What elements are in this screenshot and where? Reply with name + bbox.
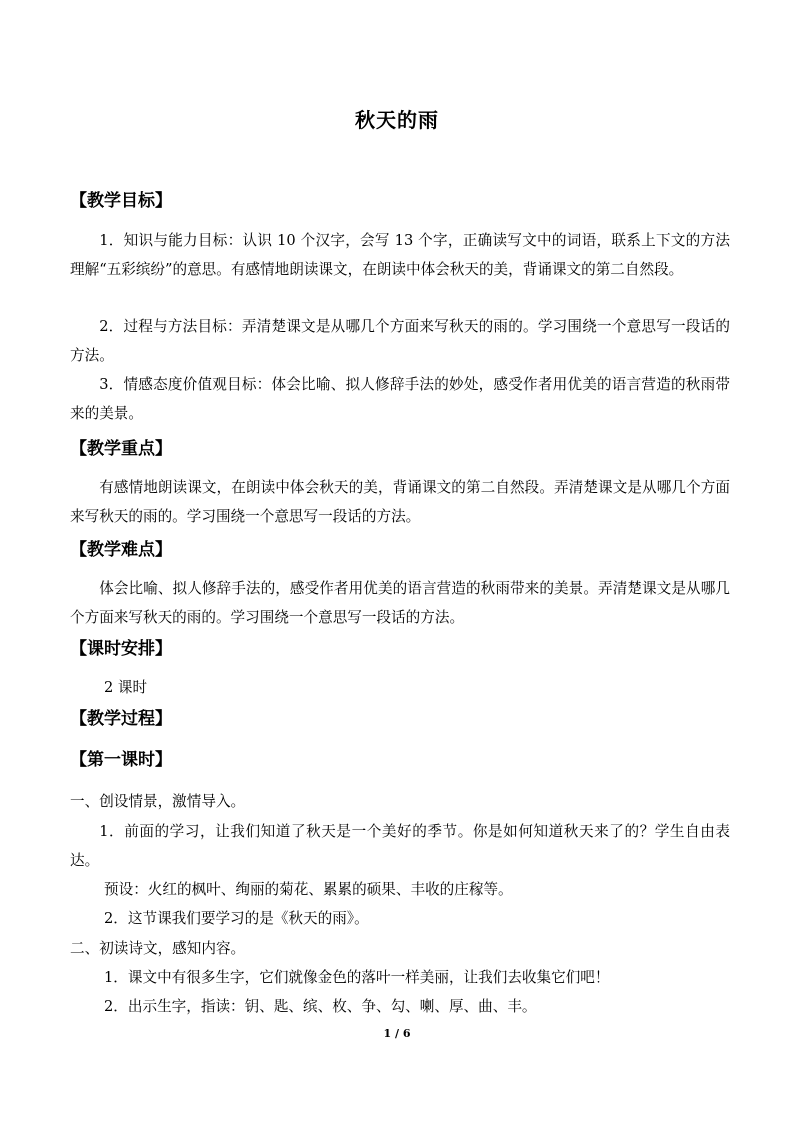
difficulties-text: 体会比喻、拟人修辞手法的，感受作者用优美的语言营造的秋雨带来的美景。弄清楚课文是从哪几个方面来写秋天的雨的。学习围绕一个意思写一段话的方法。	[70, 580, 730, 626]
page-number: 1 / 6	[383, 1027, 411, 1040]
step2-item1: 1．课文中有很多生字，它们就像金色的落叶一样美丽，让我们去收集它们吧！	[104, 969, 610, 986]
process-heading: 【教学过程】	[70, 709, 172, 729]
step1-title: 一、创设情景，激情导入。	[70, 793, 246, 810]
step1-item2: 2．这节课我们要学习的是《秋天的雨》。	[104, 910, 369, 927]
lesson1-heading: 【第一课时】	[70, 750, 172, 770]
key-points-heading: 【教学重点】	[70, 439, 172, 459]
objective-3: 3．情感态度价值观目标：体会比喻、拟人修辞手法的妙处，感受作者用优美的语言营造的秋雨带来的美景。	[70, 376, 730, 422]
step2-item2: 2．出示生字，指读：钥、匙、缤、枚、争、勾、喇、厚、曲、丰。	[104, 998, 537, 1015]
step1-preset: 预设：火红的枫叶、绚丽的菊花、累累的硕果、丰收的庄稼等。	[104, 881, 513, 898]
schedule-text: 2 课时	[104, 679, 148, 696]
objectives-heading: 【教学目标】	[70, 191, 172, 211]
document-title: 秋天的雨	[355, 108, 439, 132]
objective-1: 1．知识与能力目标：认识 10 个汉字，会写 13 个字，正确读写文中的词语，联系上下文的方法理解“五彩缤纷”的意思。有感情地朗读课文，在朗读中体会秋天的美，背诵课文的第二自然段。	[70, 232, 730, 278]
step2-title: 二、初读诗文，感知内容。	[70, 940, 246, 957]
schedule-heading: 【课时安排】	[70, 639, 172, 659]
difficulties-heading: 【教学难点】	[70, 540, 172, 560]
step1-item1: 1．前面的学习，让我们知道了秋天是一个美好的季节。你是如何知道秋天来了的？学生自由表达。	[70, 823, 730, 869]
key-points-text: 有感情地朗读课文，在朗读中体会秋天的美，背诵课文的第二自然段。弄清楚课文是从哪几个方面来写秋天的雨的。学习围绕一个意思写一段话的方法。	[70, 479, 730, 525]
objective-2: 2．过程与方法目标：弄清楚课文是从哪几个方面来写秋天的雨的。学习围绕一个意思写一段话的方法。	[70, 318, 730, 364]
